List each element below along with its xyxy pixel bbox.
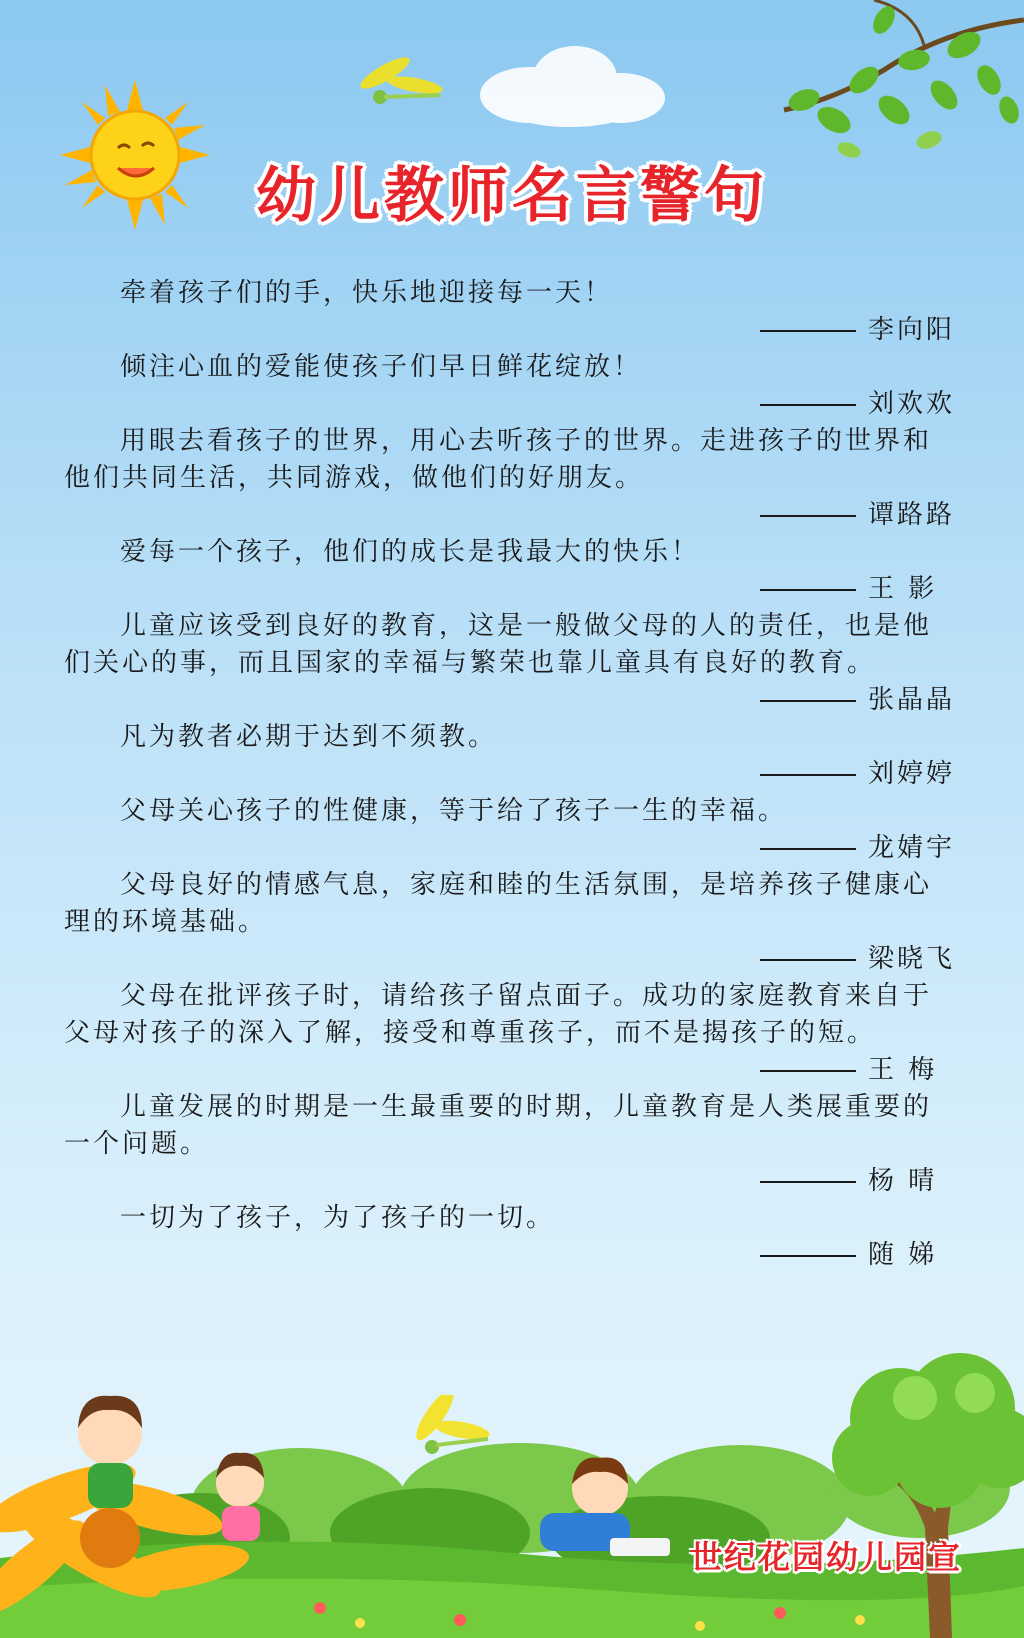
- quote-author: [64, 1237, 960, 1274]
- dash-line: [760, 330, 856, 332]
- quote-author: [64, 756, 960, 793]
- quote-text: 儿童应该受到良好的教育，这是一般做父母的人的责任，也是他们关心的事，而且国家的幸福与繁荣也靠儿童具有良好的教育。: [64, 611, 933, 678]
- quote-author: [64, 497, 960, 534]
- quote-author: [64, 1052, 960, 1089]
- dash-line: [760, 774, 856, 776]
- author-name: 谭路路: [868, 500, 956, 530]
- quote-text: 倾注心血的爱能使孩子们早日鲜花绽放！: [120, 352, 643, 382]
- quote-text: 儿童发展的时期是一生最重要的时期，儿童教育是人类展重要的一个问题。: [64, 1092, 933, 1159]
- author-name: 杨 晴: [868, 1166, 938, 1196]
- quote-text: 凡为教者必期于达到不须教。: [120, 722, 498, 752]
- quote-author: [64, 386, 960, 423]
- quote-author: [64, 682, 960, 719]
- dash-line: [760, 959, 856, 961]
- dash-line: [760, 515, 856, 517]
- school-name: 世纪花园幼儿园宣: [689, 1538, 962, 1576]
- quote-text: 用眼去看孩子的世界，用心去听孩子的世界。走进孩子的世界和他们共同生活，共同游戏，做他们的好朋友。: [64, 426, 933, 493]
- dash-line: [760, 1181, 856, 1183]
- quote-text: 一切为了孩子，为了孩子的一切。: [120, 1203, 556, 1233]
- quote-text: 父母关心孩子的性健康，等于给了孩子一生的幸福。: [120, 796, 788, 826]
- dash-line: [760, 1255, 856, 1257]
- dash-line: [760, 404, 856, 406]
- dash-line: [760, 700, 856, 702]
- quote-text: 牵着孩子们的手，快乐地迎接每一天！: [120, 278, 614, 308]
- author-name: 刘婷婷: [868, 759, 956, 789]
- author-name: 王 影: [868, 574, 938, 604]
- quote-author: [64, 830, 960, 867]
- cloud-icon: [470, 40, 670, 130]
- author-name: 梁晓飞: [868, 944, 956, 974]
- author-name: 刘欢欢: [868, 389, 956, 419]
- author-name: 王 梅: [868, 1055, 938, 1085]
- quote-text: 父母良好的情感气息，家庭和睦的生活氛围，是培养孩子健康心理的环境基础。: [64, 870, 933, 937]
- quote-author: [64, 1163, 960, 1200]
- quote-text: 父母在批评孩子时，请给孩子留点面子。成功的家庭教育来自于父母对孩子的深入了解，接受和尊重孩子，而不是揭孩子的短。: [64, 981, 933, 1048]
- author-name: 龙婧宇: [868, 833, 956, 863]
- quote-list: [64, 275, 960, 1274]
- poster-title: 幼儿教师名言警句: [256, 161, 768, 231]
- quote-author: [64, 941, 960, 978]
- dash-line: [760, 1070, 856, 1072]
- quote-text: 爱每一个孩子，他们的成长是我最大的快乐！: [120, 537, 701, 567]
- dash-line: [760, 848, 856, 850]
- dash-line: [760, 589, 856, 591]
- quote-author: [64, 312, 960, 349]
- grass-scene: [0, 1338, 1024, 1638]
- author-name: 李向阳: [868, 315, 956, 345]
- dragonfly-icon: [350, 55, 450, 115]
- author-name: 随 娣: [868, 1240, 938, 1270]
- quote-author: [64, 571, 960, 608]
- author-name: 张晶晶: [868, 685, 956, 715]
